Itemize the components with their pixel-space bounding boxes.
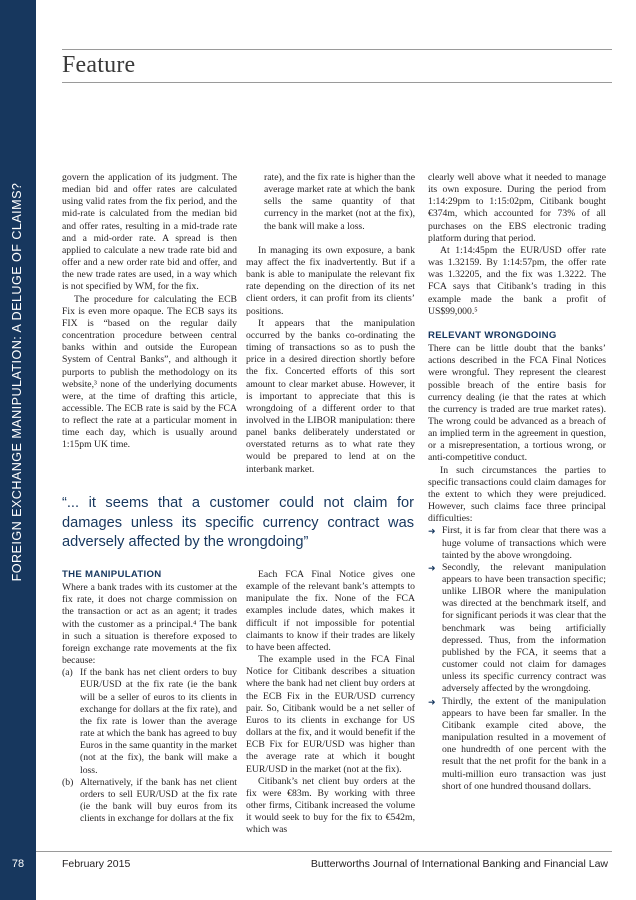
column-1-top [62, 172, 237, 452]
list-item [62, 777, 237, 826]
right-arrow-icon: ➜ [428, 696, 436, 707]
right-arrow-icon: ➜ [428, 526, 436, 537]
bullet-text: First, it is far from clear that there was a huge volume of transactions which were tainted by the above wrongdoing. [442, 525, 606, 561]
list-label: (b) [62, 776, 74, 788]
section-heading: THE MANIPULATION [62, 569, 162, 580]
section-heading: RELEVANT WRONGDOING [428, 329, 557, 341]
issue-date: February 2015 [62, 858, 131, 870]
running-title: FOREIGN EXCHANGE MANIPULATION: A DELUGE OF CLAIMS? [10, 182, 24, 582]
paragraph: There can be little doubt that the banks’ actions described in the FCA Final Notices were wrongful. They represent the clearest possible breach of the entire basis for currency dealing (ie that the rates at which the currency is traded are true market rates). The wrong could be advanced as a breach of an implied term in the agreement in question, or a misrepresentation, a tortious wrong, or anti-competitive conduct. [428, 343, 606, 464]
bullet-text: Thirdly, the extent of the manipulation appears to have been far smaller. In the Citibank example cited above, the manipulation resulted in a movement of one hundredth of one percent with the result that the net profit for the bank in a multi-million euro transaction was just short of one hundred thousand dollars. [442, 695, 606, 792]
list-label: (a) [62, 667, 73, 679]
sidebar-band [0, 0, 36, 900]
paragraph: In managing its own exposure, a bank may affect the fix inadvertently. But if a bank is able to manipulate the relevant fix rate depending on the direction of its net client orders, it can profit from its clients’ positions. [246, 244, 415, 317]
paragraph: Where a bank trades with its customer at the fix rate, it does not charge commission on the transaction or act as an agent; it trades with the customer as a principal.⁴ The bank in such a situation is therefore exposed to foreign exchange rate movements at the fix because: [62, 582, 237, 667]
right-arrow-icon: ➜ [428, 562, 436, 573]
page-number: 78 [0, 851, 36, 877]
bullet-item [428, 696, 606, 793]
footer-rule [36, 851, 612, 852]
paragraph: rate), and the fix rate is higher than the average market rate at which the bank sells the same quantity of that currency in the market (not at the fix), the bank will make a loss. [264, 172, 415, 232]
column-2-bottom [246, 569, 415, 836]
paragraph: At 1:14:45pm the EUR/USD offer rate was 1.32159. By 1:14:57pm, the offer rate was 1.32205, and the fix was 1.3222. The FCA says that Citibank’s trading in this example made the bank a profit of US$99,000.⁵ [428, 244, 606, 317]
paragraph: govern the application of its judgment. The median bid and offer rates are calculated using valid rates from the fix period, and the mid-rate is calculated from the median bid and offer rates, resulting in a mid-trade rate and a mid-order rate. A spread is then applied to calculate a new trade rate bid and offer and a new order rate bid and offer, and the new trade rates are used, in a way which is not specified by WM, for the fix. [62, 172, 237, 293]
column-2-top [246, 172, 415, 476]
list-text: Alternatively, if the bank has net client orders to sell EUR/USD at the fix rate (ie the bank will buy euros from its clients in exchange for dollars at the fix [80, 776, 237, 825]
list-text: If the bank has net client orders to buy EUR/USD at the fix rate (ie the bank will be a seller of euros to its clients in exchange for dollars at the fix rate), and the fix rate is lower than the average rate at which the bank has agreed to buy Euros in the same quantity in the market (not at the fix), the bank will make a loss. [80, 667, 237, 776]
pull-quote: “... it seems that a customer could not claim for damages unless its specific currency contract was adversely affected by the wrongdoing” [62, 495, 414, 551]
paragraph: clearly well above what it needed to manage its own exposure. During the period from 1:14:29pm to 1:15:02pm, Citibank bought €374m, which accounted for 73% of all purchases on the EBS electronic trading platform during that period. [428, 172, 606, 244]
header-top-rule [62, 49, 612, 50]
journal-name: Butterworths Journal of International Banking and Financial Law [310, 858, 608, 870]
column-3 [428, 172, 606, 793]
header-bottom-rule [62, 82, 612, 83]
paragraph: The procedure for calculating the ECB Fix is even more opaque. The ECB says its FIX is “based on the regular daily concentration procedure between central banks within and outside the European System of Central Banks”, and although it purports to publish the methodology on its website,³ none of the underlying documents were, at the time of drafting this article, accessible. The ECB rate is said by the FCA to reflect the rate at a particular moment in time each day, which is usually around 1:15pm UK time. [62, 293, 237, 451]
bullet-item [428, 525, 606, 561]
paragraph: The example used in the FCA Final Notice for Citibank describes a situation where the bank had net client buy orders at the ECB Fix in the EUR/USD currency pair. So, Citibank would be a net seller of Euros to its clients in exchange for US dollars at the fix, and it would benefit if the ECB Fix for EUR/USD was higher than the average rate at which it bought EUR/USD in the market (not at the fix). [246, 654, 415, 775]
paragraph: Citibank’s net client buy orders at the fix were €83m. By working with three other firms, Citibank increased the volume it would seek to buy for the fix to €542m, which was [246, 775, 415, 836]
paragraph: It appears that the manipulation occurred by the banks co-ordinating the timing of transactions so as to push the price in a desired direction shortly before the fix. Concerted efforts of this sort amount to clear market abuse. However, it is important to appreciate that this is wrongdoing of a different order to that involved in the LIBOR manipulation: there panel banks deliberately understated or overstated returns as to what rate they would be prepared to lend at on the interbank market. [246, 317, 415, 475]
paragraph: In such circumstances the parties to specific transactions could claim damages for the extent to which they were prejudiced. However, such claims face three principal difficulties: [428, 464, 606, 525]
section-title: Feature [62, 52, 136, 78]
list-item [62, 667, 237, 776]
bullet-text: Secondly, the relevant manipulation appears to have been transaction specific; unlike LIBOR where the manipulation was directed at the benchmark itself, and for significant periods it was clear that the benchmark was being artificially depressed. Thus, from the information published by the FCA, it seems that a customer could not claim for damages unless its specific currency contract was adversely affected by the wrongdoing. [442, 561, 606, 695]
column-1-bottom [62, 569, 237, 825]
bullet-item [428, 562, 606, 696]
paragraph: Each FCA Final Notice gives one example of the relevant bank’s attempts to manipulate the fix. None of the FCA examples include dates, which makes it difficult if not impossible for potential claimants to know if their trades are likely to have been affected. [246, 569, 415, 653]
